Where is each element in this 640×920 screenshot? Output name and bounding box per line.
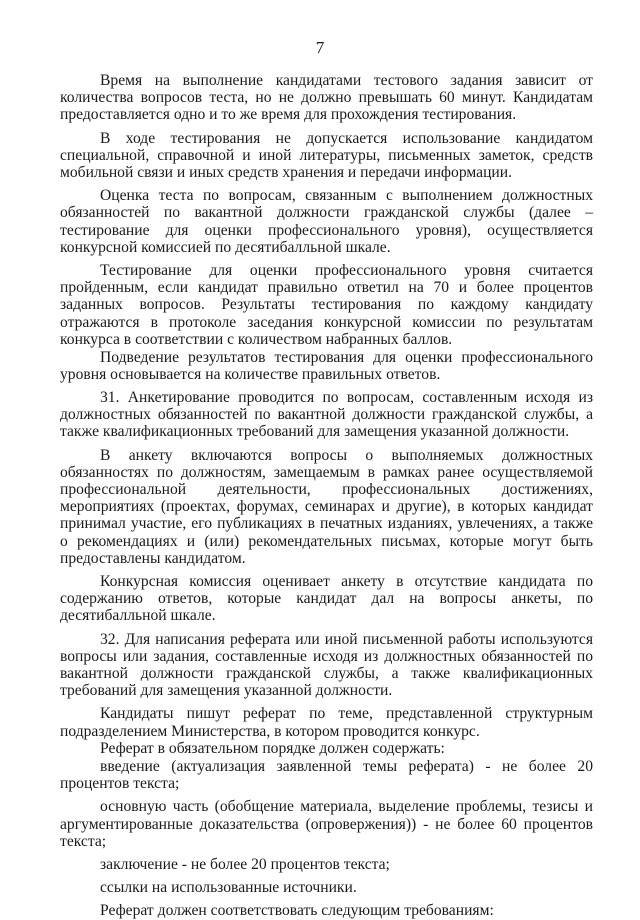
paragraph-test-evaluation: Оценка теста по вопросам, связанным с выполнением должностных обязанностей по вакантной должности гражданской службы (далее – тестирование для оценки профессионального уровня), осуществляется конкурсной комиссией по десятибалльной шкале.: [60, 187, 593, 256]
page-number: 7: [315, 38, 325, 57]
paragraph-test-results: Подведение результатов тестирования для оценки профессионального уровня основывается на количестве правильных ответов.: [60, 348, 593, 383]
paragraph-test-time: Время на выполнение кандидатами тестового задания зависит от количества вопросов теста, но не должно превышать 60 минут. Кандидатам предоставляется одно и то же время для прохождения тестирования.: [60, 72, 593, 124]
paragraph-test-restrictions: В ходе тестирования не допускается использование кандидатом специальной, справочной и иной литературы, письменных заметок, средств мобильной связи и иных средств хранения и передачи информации.: [60, 129, 593, 182]
paragraph-item-31: 31. Анкетирование проводится по вопросам, составленным исходя из должностных обязанностей по вакантной должности гражданской службы, а также квалификационных требований для замещения указанной должности.: [60, 388, 593, 441]
paragraph-essay-main-part: основную часть (обобщение материала, выделение проблемы, тезисы и аргументированные доказательства (опровержения)) - не более 60 процентов текста;: [60, 798, 593, 850]
document-body: [60, 72, 593, 920]
paragraph-item-32: 32. Для написания реферата или иной письменной работы используются вопросы или задания, составленные исходя из должностных обязанностей по вакантной должности гражданской службы, а также квалификационных требований для замещения указанной должности.: [60, 630, 593, 700]
paragraph-essay-references: ссылки на использованные источники.: [100, 879, 357, 897]
paragraph-questionnaire-content: В анкету включаются вопросы о выполняемых должностных обязанностях по должностям, замещаемым в рамках ранее осуществляемой профессиональной деятельности, профессиональных достижениях, мероприятиях (проектах, форумах, семинарах и другие), в которых кандидат принимал участие, его публикациях в печатных изданиях, увлечениях, а также о рекомендациях и (или) рекомендательных письмах, которые могут быть предоставлены кандидатом.: [60, 446, 593, 567]
paragraph-essay-topic: Кандидаты пишут реферат по теме, представленной структурным подразделением Министерства, в котором проводится конкурс.: [60, 705, 593, 740]
paragraph-test-passed: Тестирование для оценки профессионального уровня считается пройденным, если кандидат правильно ответил на 70 и более процентов заданных вопросов. Результаты тестирования по каждому кандидату отражаются в протоколе заседания конкурсной комиссии по результатам конкурса в соответствии с количеством набранных баллов.: [60, 262, 593, 348]
paragraph-essay-contents-intro: Реферат в обязательном порядке должен содержать:: [100, 740, 445, 758]
paragraph-essay-introduction: введение (актуализация заявленной темы реферата) - не более 20 процентов текста;: [60, 758, 593, 793]
paragraph-essay-conclusion: заключение - не более 20 процентов текста;: [100, 856, 390, 874]
paragraph-essay-requirements: Реферат должен соответствовать следующим требованиям:: [100, 902, 494, 920]
paragraph-questionnaire-evaluation: Конкурсная комиссия оценивает анкету в отсутствие кандидата по содержанию ответов, которые кандидат дал на вопросы анкеты, по десятибалльной шкале.: [60, 572, 593, 625]
